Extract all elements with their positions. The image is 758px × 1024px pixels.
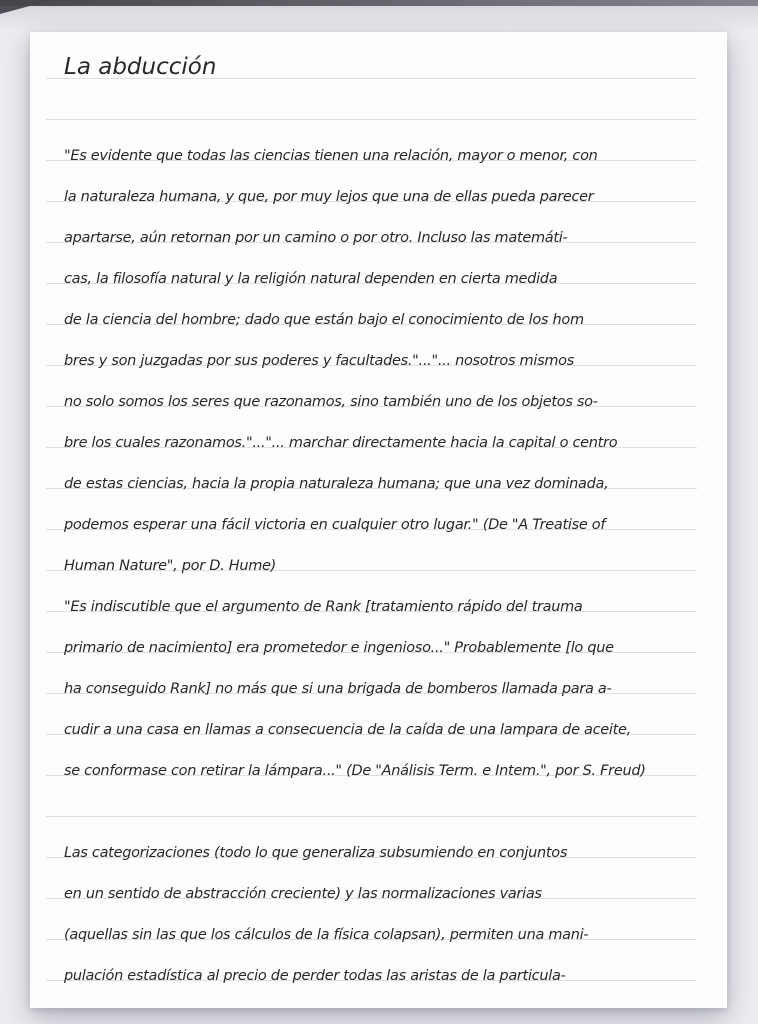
ruled-area — [46, 38, 697, 984]
handwritten-line — [46, 530, 697, 574]
line-text: bre los cuales razonamos."..."... marchar directamente hacia la capital o centro — [64, 435, 618, 451]
handwritten-line — [46, 858, 697, 902]
line-text: en un sentido de abstracción creciente) y las normalizaciones varias — [64, 886, 542, 902]
handwritten-line — [46, 694, 697, 738]
handwritten-line — [46, 325, 697, 369]
text-block-hume-quote — [46, 120, 697, 574]
handwritten-line — [46, 735, 697, 779]
line-text: ha conseguido Rank] no más que si una brigada de bomberos llamada para a- — [64, 681, 612, 697]
line-text: primario de nacimiento] era prometedor e ingenioso..." Probablemente [lo que — [64, 640, 614, 656]
line-text: (aquellas sin las que los cálculos de la física colapsan), permiten una mani- — [64, 927, 589, 943]
handwritten-line — [46, 202, 697, 246]
handwritten-line — [46, 366, 697, 410]
handwritten-line — [46, 407, 697, 451]
handwritten-line — [46, 940, 697, 984]
handwritten-line — [46, 612, 697, 656]
handwritten-line — [46, 161, 697, 205]
blank-ruled-line — [46, 776, 697, 817]
blank-ruled-line — [46, 79, 697, 120]
handwritten-line — [46, 489, 697, 533]
line-text: "Es indiscutible que el argumento de Rank [tratamiento rápido del trauma — [64, 599, 583, 615]
handwritten-line — [46, 899, 697, 943]
line-text: Las categorizaciones (todo lo que generaliza subsumiendo en conjuntos — [64, 845, 568, 861]
handwritten-line — [46, 653, 697, 697]
notebook-page — [30, 32, 727, 1008]
handwritten-line — [46, 284, 697, 328]
handwritten-line — [46, 817, 697, 861]
line-text: Human Nature", por D. Hume) — [64, 558, 277, 574]
document-title: La abducción — [64, 54, 217, 80]
handwritten-line — [46, 571, 697, 615]
line-text: cas, la filosofía natural y la religión natural dependen en cierta medida — [64, 271, 558, 287]
handwritten-line — [46, 120, 697, 164]
line-text: apartarse, aún retornan por un camino o por otro. Incluso las matemáti- — [64, 230, 568, 246]
line-text: "Es evidente que todas las ciencias tienen una relación, mayor o menor, con — [64, 148, 598, 164]
handwritten-line — [46, 243, 697, 287]
handwritten-line — [46, 448, 697, 492]
line-text: de estas ciencias, hacia la propia naturaleza humana; que una vez dominada, — [64, 476, 609, 492]
line-text: podemos esperar una fácil victoria en cualquier otro lugar." (De "A Treatise of — [64, 517, 606, 533]
line-text: se conformase con retirar la lámpara..." (De "Análisis Term. e Intem.", por S. Freud) — [64, 763, 646, 779]
line-text: no solo somos los seres que razonamos, sino también uno de los objetos so- — [64, 394, 598, 410]
text-block-freud-quote — [46, 571, 697, 779]
text-block-categorizations — [46, 817, 697, 984]
line-text: cudir a una casa en llamas a consecuencia de la caída de una lampara de aceite, — [64, 722, 631, 738]
title-line — [46, 38, 697, 79]
background-shade — [0, 6, 758, 32]
line-text: bres y son juzgadas por sus poderes y facultades."..."... nosotros mismos — [64, 353, 574, 369]
line-text: pulación estadística al precio de perder todas las aristas de la particula- — [64, 968, 566, 984]
line-text: la naturaleza humana, y que, por muy lejos que una de ellas pueda parecer — [64, 189, 594, 205]
line-text: de la ciencia del hombre; dado que están bajo el conocimiento de los hom — [64, 312, 584, 328]
